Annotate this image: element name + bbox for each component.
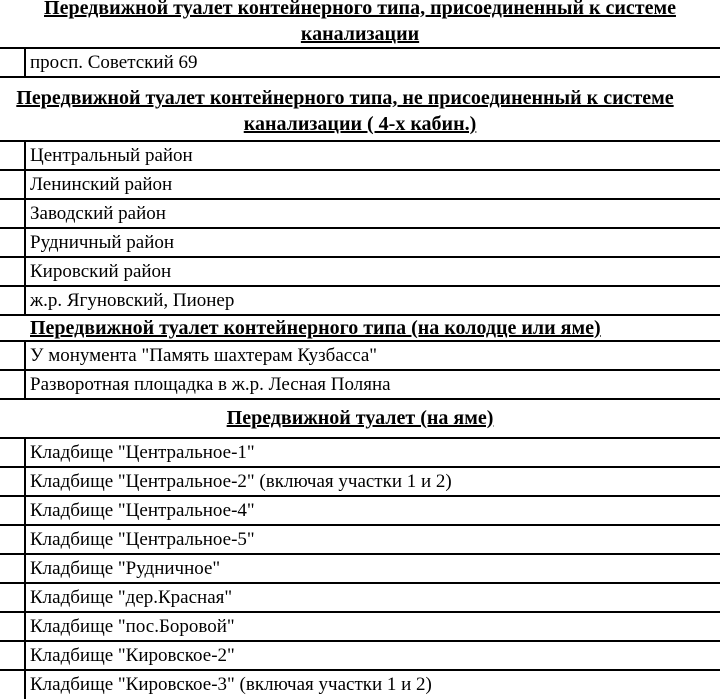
row-address: Кладбище "Центральное-2" (включая участки 1 и 2) [30,471,452,492]
row-address: Кладбище "Кировское-2" [30,645,235,666]
table-row [0,613,720,642]
row-index-cell [0,200,26,227]
row-address: Разворотная площадка в ж.р. Лесная Поляна [30,374,391,395]
row-index-cell [0,555,26,582]
row-address: Кладбище "Кировское-3" (включая участки 1 и 2) [30,674,432,695]
table-row [0,342,720,371]
table-row [0,371,720,400]
row-index-cell [0,439,26,466]
row-index-cell [0,526,26,553]
section-header [0,0,720,49]
table-row [0,142,720,171]
section-title-line: Передвижной туалет (на яме) [226,407,494,429]
table-row [0,468,720,497]
section-title-line: Передвижной туалет контейнерного типа, не присоединенный к системе [16,87,674,109]
row-address: Кладбище "пос.Боровой" [30,616,235,637]
row-address: просп. Советский 69 [30,52,198,73]
row-address: Рудничный район [30,232,175,253]
table-row [0,49,720,78]
table-row [0,642,720,671]
row-index-cell [0,642,26,669]
table-row [0,439,720,468]
row-address: Кировский район [30,261,172,282]
row-address: Заводский район [30,203,166,224]
row-index-cell [0,671,26,699]
section-header [0,314,720,342]
row-index-cell [0,468,26,495]
table-row [0,171,720,200]
table-row [0,584,720,613]
section-title-line: канализации [300,23,420,45]
row-address: Кладбище "Центральное-1" [30,442,255,463]
row-address: Ленинский район [30,174,173,195]
row-address: Кладбище "дер.Красная" [30,587,233,608]
section-header [0,400,720,439]
row-index-cell [0,342,26,369]
table-row [0,555,720,584]
row-address: ж.р. Ягуновский, Пионер [30,290,235,311]
row-address: Центральный район [30,145,193,166]
row-index-cell [0,171,26,198]
row-index-cell [0,497,26,524]
row-index-cell [0,258,26,285]
row-address: У монумента "Память шахтерам Кузбасса" [30,345,378,366]
row-address: Кладбище "Центральное-4" [30,500,255,521]
row-index-cell [0,287,26,314]
row-address: Кладбище "Рудничное" [30,558,221,579]
row-index-cell [0,229,26,256]
row-index-cell [0,142,26,169]
table-row [0,287,720,316]
table-row [0,258,720,287]
table-row [0,497,720,526]
section-title-line: Передвижной туалет контейнерного типа, присоединенный к системе [44,0,676,19]
table-row [0,526,720,555]
table-row [0,200,720,229]
table-row [0,229,720,258]
section-title-line: канализации ( 4-х кабин.) [243,113,477,135]
row-index-cell [0,584,26,611]
section-header [0,82,720,142]
row-index-cell [0,613,26,640]
row-index-cell [0,371,26,398]
row-index-cell [0,49,26,76]
section-title-line: Передвижной туалет контейнерного типа (на колодце или яме) [30,317,601,339]
table-row [0,671,720,699]
row-address: Кладбище "Центральное-5" [30,529,255,550]
